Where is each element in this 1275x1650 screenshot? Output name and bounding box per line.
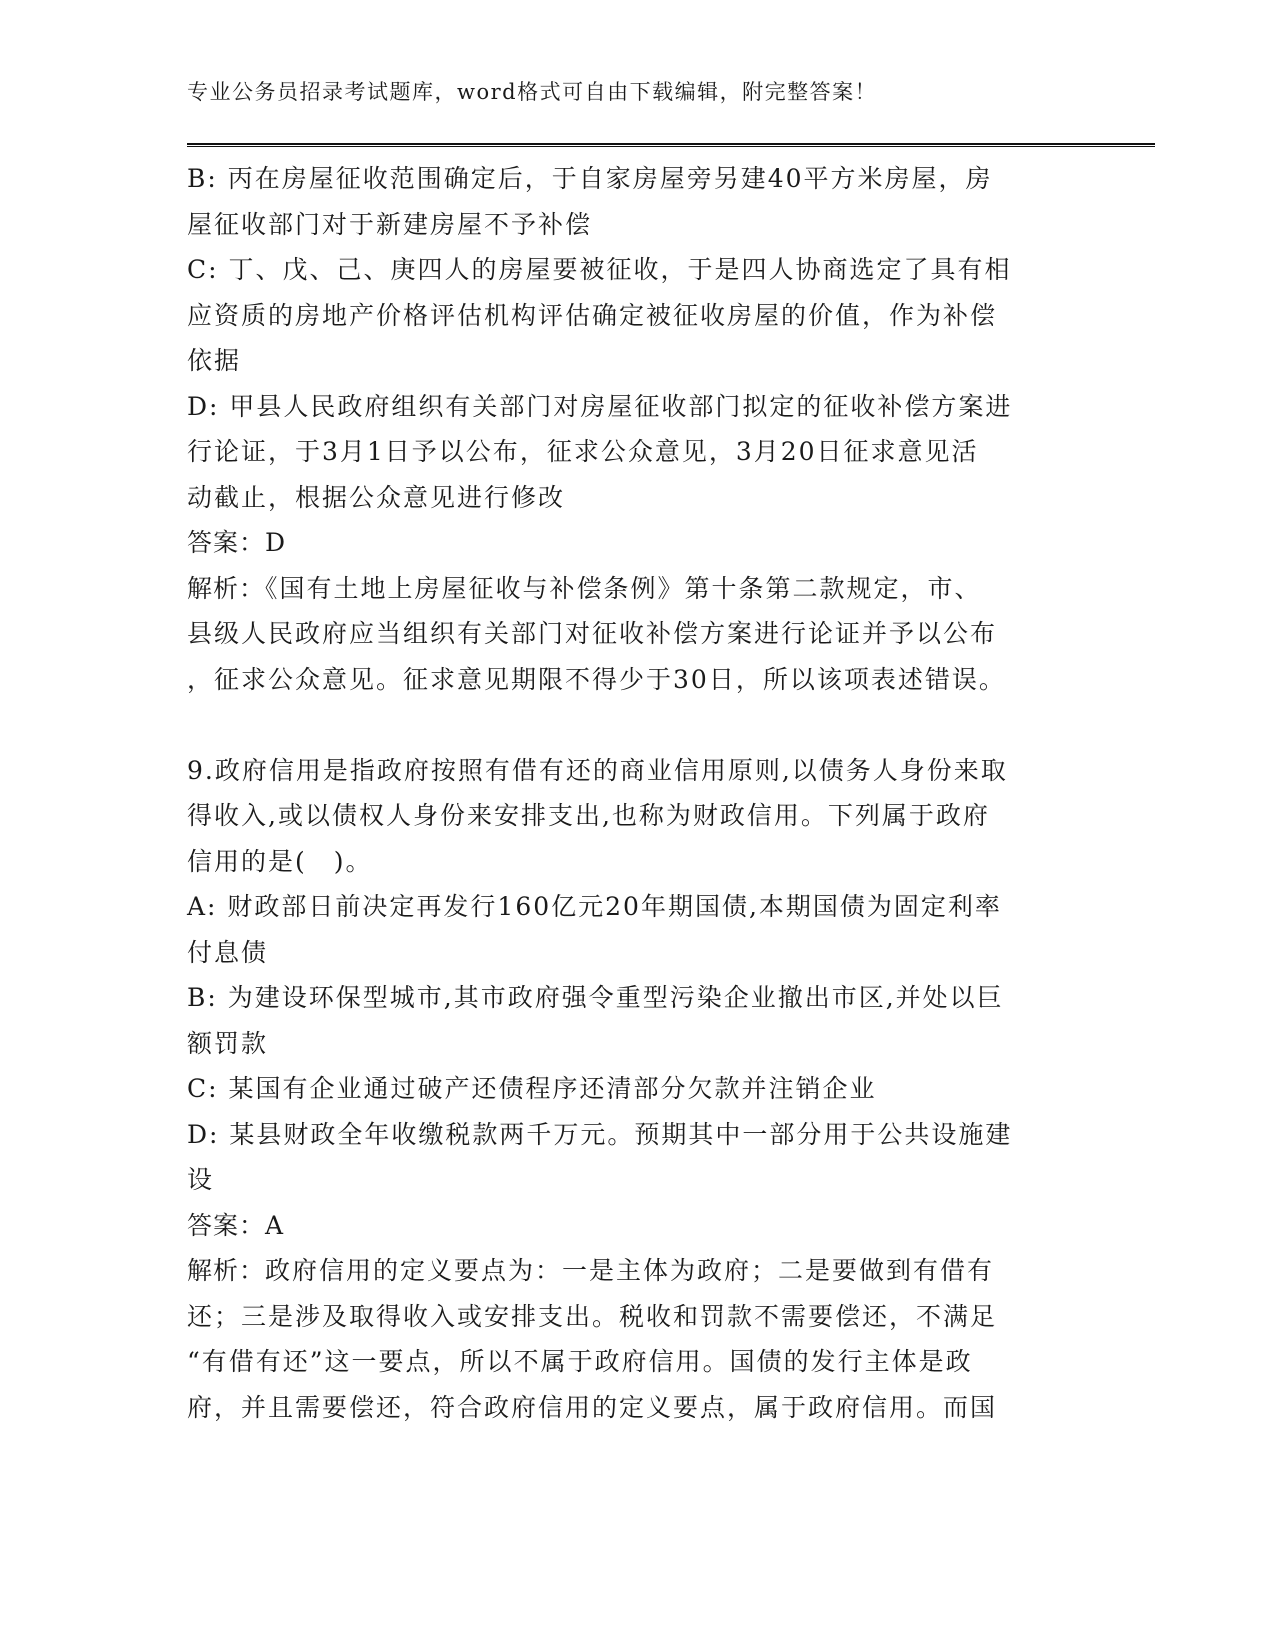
q9-stem: [187, 748, 1087, 885]
text-line: 信用的是( )。: [187, 846, 373, 876]
text-line: B: 丙在房屋征收范围确定后，于自家房屋旁另建40平方米房屋，房: [187, 164, 993, 193]
page-header: 专业公务员招录考试题库，word格式可自由下载编辑，附完整答案！: [187, 80, 878, 104]
text-line: 还；三是涉及取得收入或安排支出。税收和罚款不需要偿还，不满足: [187, 1301, 998, 1331]
text-line: D: 某县财政全年收缴税款两千万元。预期其中一部分用于公共设施建: [187, 1119, 1013, 1149]
text-line: 额罚款: [187, 1028, 269, 1058]
analysis-label: 解析：: [187, 1256, 266, 1285]
analysis-text: 政府信用的定义要点为：一是主体为政府；二是要做到有借有: [265, 1256, 995, 1285]
text-line: 设: [187, 1165, 215, 1194]
q9-answer: [187, 1203, 1087, 1249]
q8-analysis: [187, 566, 1087, 703]
text-line: “有借有还”这一要点，所以不属于政府信用。国债的发行主体是政: [187, 1347, 973, 1376]
text-line: 应资质的房地产价格评估机构评估确定被征收房屋的价值，作为补偿: [187, 300, 998, 330]
q8-answer: [187, 520, 1087, 566]
text-line: 付息债: [187, 937, 269, 967]
text-line: 得收入,或以债权人身份来安排支出,也称为财政信用。下列属于政府: [187, 801, 990, 830]
text-line: D: 甲县人民政府组织有关部门对房屋征收部门拟定的征收补偿方案进: [187, 391, 1013, 421]
answer-label: 答案：: [187, 528, 266, 557]
text-line: 屋征收部门对于新建房屋不予补偿: [187, 209, 593, 239]
text-line: [187, 1248, 1087, 1294]
text-line: C: 丁、戊、己、庚四人的房屋要被征收，于是四人协商选定了具有相: [187, 255, 1012, 284]
text-line: 府，并且需要偿还，符合政府信用的定义要点，属于政府信用。而国: [187, 1392, 998, 1422]
text-line: [187, 566, 1087, 612]
q9-option-d: [187, 1112, 1087, 1203]
text-line: C: 某国有企业通过破产还债程序还清部分欠款并注销企业: [187, 1074, 877, 1103]
answer-label: 答案：: [187, 1210, 266, 1240]
q9-option-a: [187, 884, 1087, 975]
answer-value: D: [265, 528, 288, 557]
text-line: B: 为建设环保型城市,其市政府强令重型污染企业撤出市区,并处以巨: [187, 983, 1004, 1012]
text-line: A: 财政部日前决定再发行160亿元20年期国债,本期国债为固定利率: [187, 892, 1002, 921]
text-line: 依据: [187, 346, 242, 375]
q8-option-d: [187, 384, 1087, 521]
analysis-text: 《国有土地上房屋征收与补偿条例》第十条第二款规定，市、: [265, 573, 982, 603]
text-line: 动截止，根据公众意见进行修改: [187, 482, 566, 512]
text-line: 行论证，于3月1日予以公布，征求公众意见，3月20日征求意见活: [187, 437, 979, 466]
paragraph-gap: [187, 702, 1087, 748]
q9-option-c: [187, 1066, 1087, 1112]
answer-value: A: [265, 1210, 286, 1240]
text-line: 9.政府信用是指政府按照有借有还的商业信用原则,以债务人身份来取: [187, 755, 1008, 785]
analysis-label: 解析：: [187, 573, 266, 603]
q8-option-b: [187, 156, 1087, 247]
document-body: [187, 156, 1087, 1430]
text-line: 县级人民政府应当组织有关部门对征收补偿方案进行论证并予以公布: [187, 619, 998, 648]
q9-option-b: [187, 975, 1087, 1066]
q9-analysis: [187, 1248, 1087, 1430]
header-divider: [187, 143, 1155, 147]
q8-option-c: [187, 247, 1087, 384]
text-line: ，征求公众意见。征求意见期限不得少于30日，所以该项表述错误。: [187, 664, 1006, 694]
